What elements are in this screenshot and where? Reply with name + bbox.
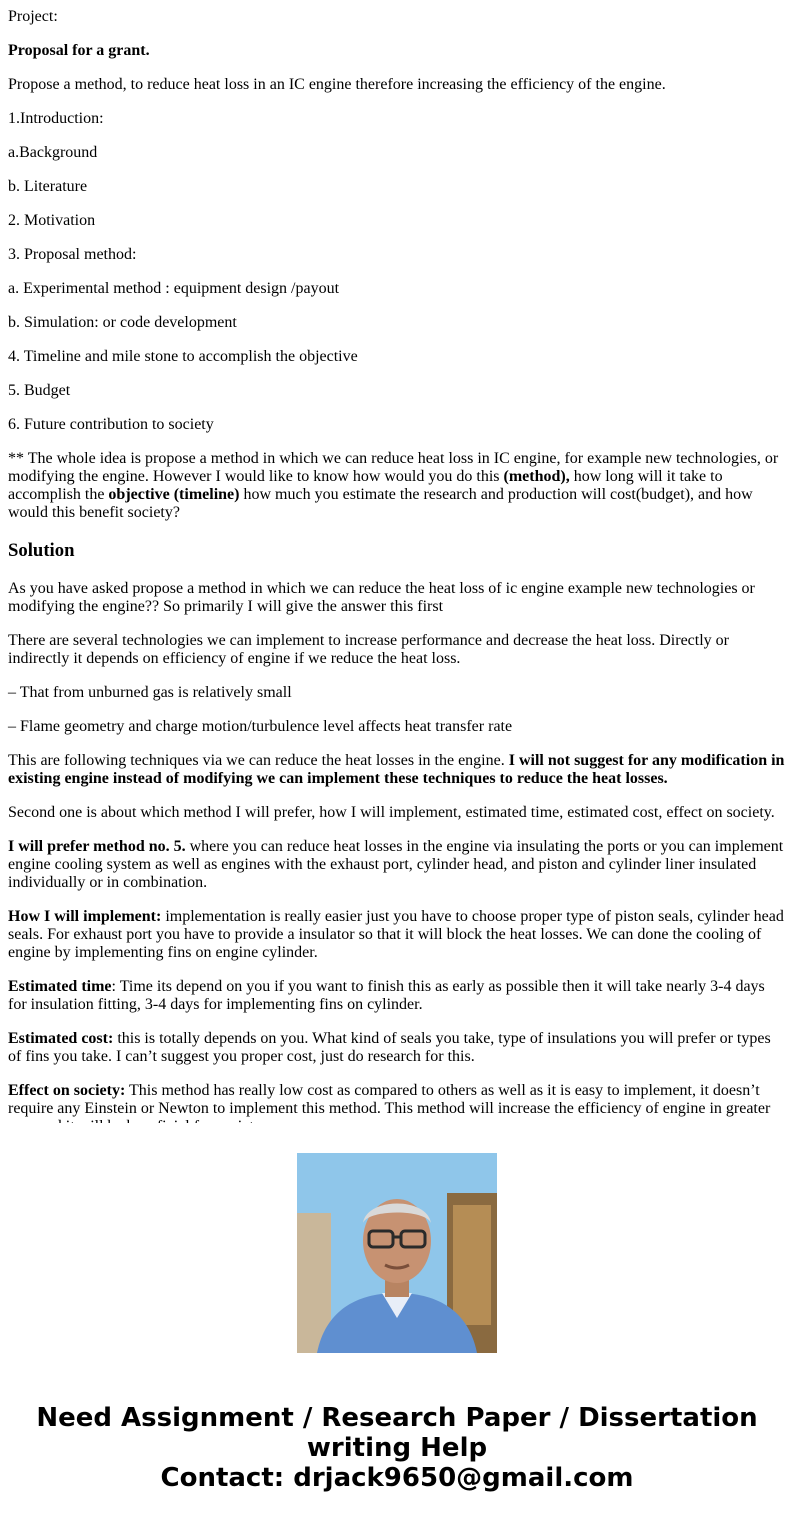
second-paragraph: Second one is about which method I will prefer, how I will implement, estimated time, estimated cost, effect on society. — [8, 804, 775, 821]
solution-heading: Solution — [8, 540, 75, 561]
proposal-title: Proposal for a grant. — [8, 42, 150, 59]
outline-item: a.Background — [8, 144, 98, 161]
outline-item: 4. Timeline and mile stone to accomplish the objective — [8, 348, 358, 365]
idea-paragraph: ** The whole idea is propose a method in which we can reduce heat loss in IC engine, for example new technologies, or modifying the engine. However I would like to know how would you do this (method), how long will it take to accomplish the objective (timeline) how much you estimate the research and production will cost(budget), and how would this benefit society? — [8, 450, 779, 521]
effect-paragraph: Effect on society: This method has really low cost as compared to others as well as it is easy to implement, it doesn’t require any Einstein or Newton to implement this method. This method will increase the efficiency of engine in greater — [8, 1082, 771, 1117]
avatar-portrait — [297, 1153, 497, 1353]
outline-item: 1.Introduction: — [8, 110, 104, 127]
dash-item: – That from unburned gas is relatively small — [8, 684, 292, 701]
contact-email: Contact: drjack9650@gmail.com — [160, 1463, 634, 1493]
implement-paragraph: How I will implement: implementation is really easier just you have to choose proper type of piston seals, cylinder head seals. For exhaust port you have to provide a insulator so that it will block the heat losses. We can done the cooling of engine by implementing fins on engine cylinder. — [8, 908, 784, 961]
prefer-paragraph: I will prefer method no. 5. where you can reduce heat losses in the engine via insulating the ports or you can implement engine cooling system as well as engines with the exhaust port, cylinder head, and piston and cylinder liner insulated individually or in combination. — [8, 838, 784, 891]
footer-banner — [0, 1123, 794, 1523]
techniques-paragraph: This are following techniques via we can reduce the heat losses in the engine. I will not suggest for any modification in existing engine instead of modifying we can implement these techniques to reduce the heat losses. — [8, 752, 785, 787]
author-avatar — [297, 1153, 497, 1353]
outline-item: 2. Motivation — [8, 212, 96, 229]
solution-paragraph: There are several technologies we can implement to increase performance and decrease the heat loss. Directly or indirectly it depends on efficiency of engine if we reduce the heat loss. — [8, 632, 729, 667]
cost-paragraph: Estimated cost: this is totally depends on you. What kind of seals you take, type of insulations you will prefer or types of fins you take. I can’t suggest you proper cost, just do research for this. — [8, 1030, 771, 1065]
contact-banner — [0, 1403, 794, 1493]
outline-item: b. Simulation: or code development — [8, 314, 237, 331]
time-paragraph: Estimated time: Time its depend on you if you want to finish this as early as possible then it will take nearly 3-4 days for insulation fitting, 3-4 days for implementing fins on cylinder. — [8, 978, 765, 1013]
document-body — [8, 0, 786, 1123]
outline-item: 3. Proposal method: — [8, 246, 137, 263]
outline-item: b. Literature — [8, 178, 88, 195]
solution-paragraph: As you have asked propose a method in which we can reduce the heat loss of ic engine example new technologies or modifying the engine?? So primarily I will give the answer this first — [8, 580, 755, 615]
cta-line: Need Assignment / Research Paper / Dissertation — [36, 1403, 758, 1433]
outline-item: a. Experimental method : equipment design /payout — [8, 280, 340, 297]
outline-item: 6. Future contribution to society — [8, 416, 214, 433]
dash-item: – Flame geometry and charge motion/turbulence level affects heat transfer rate — [8, 718, 513, 735]
intro-paragraph: Propose a method, to reduce heat loss in an IC engine therefore increasing the efficiency of the engine. — [8, 76, 666, 93]
project-label: Project: — [8, 8, 58, 25]
outline-item: 5. Budget — [8, 382, 71, 399]
cta-line: writing Help — [306, 1433, 488, 1463]
